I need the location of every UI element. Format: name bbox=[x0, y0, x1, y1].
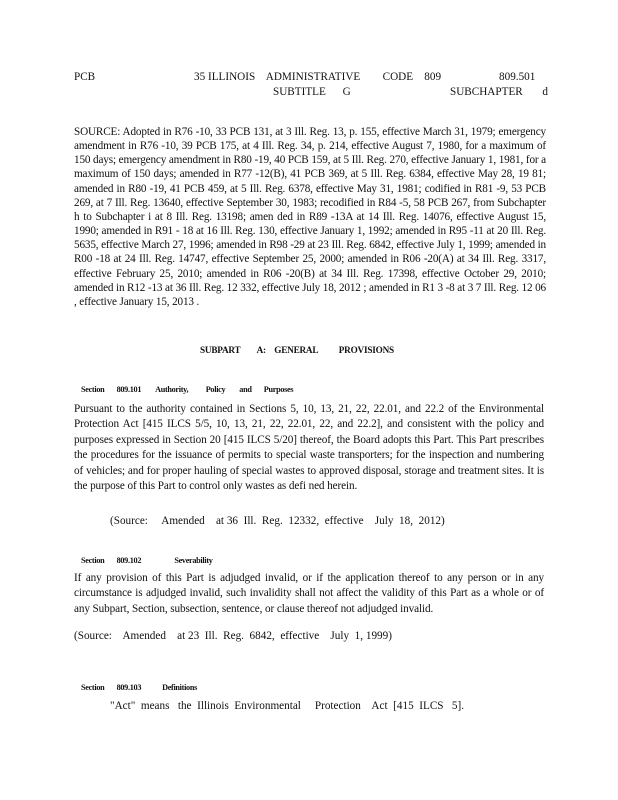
section-809-101-source: (Source: Amended at 36 Ill. Reg. 12332, effective July 18, 2012) bbox=[110, 515, 445, 527]
source-note: SOURCE: Adopted in R76 -10, 33 PCB 131, at 3 Ill. Reg. 13, p. 155, effective March 31, 1979; emergency amendment in R76 -10, 39 PCB 175, at 4 Ill. Reg. 34, p. 214, effective August 7, 1980, for a maximum of 150 days; emergency amendment in R80 -19, 40 PCB 159, at 5 Ill. Reg. 270, effective January 1, 1981, for a maximum of 150 days; amended in R77 -12(B), 41 PCB 369, at 5 Ill. Reg. 6384, effective May 28, 19 81; amended in R80 -19, 41 PCB 459, at 5 Ill. Reg. 6378, effective May 31, 1981; codified in R81 -9, 53 PCB 269, at 7 Ill. Reg. 13640, effective September 30, 1983; recodified in R84 -5, 58 PCB 267, from Subchapter h to Subchapter i at 8 Ill. Reg. 13198; amen ded in R89 -13A at 14 Ill. Reg. 14076, effective August 15, 1990; amended in R91 - 18 at 16 Ill. Reg. 130, effective January 1, 1992; amended in R95 -11 at 20 Ill. Reg. 5635, effective March 27, 1996; amended in R98 -29 at 23 Ill. Reg. 6842, effective July 1, 1999; amended in R00 -18 at 24 Ill. Reg. 14747, effective September 25, 2000; amended in R06 -20(A) at 34 Ill. Reg. 3317, effective February 25, 2010; amended in R06 -20(B) at 34 Ill. Reg. 17398, effective October 29, 2010; amended in R12 -13 at 36 Ill. Reg. 12 332, effective July 18, 2012 ; amended in R1 3 -8 at 3 7 Ill. Reg. 12 06 , effective January 15, 2013 . bbox=[74, 126, 546, 308]
header-left: PCB bbox=[74, 71, 96, 83]
section-number: Section 809.101 bbox=[81, 385, 142, 394]
section-title: Severability bbox=[174, 556, 213, 565]
header-title: 35 ILLINOIS ADMINISTRATIVE CODE 809 bbox=[194, 71, 442, 83]
section-809-102-heading bbox=[74, 547, 213, 574]
section-title: Authority, Policy and Purposes bbox=[155, 385, 294, 394]
section-809-103-heading bbox=[74, 674, 197, 701]
section-number: Section 809.102 bbox=[81, 556, 142, 565]
section-809-102-source: (Source: Amended at 23 Ill. Reg. 6842, effective July 1, 1999) bbox=[74, 630, 392, 642]
header-subtitle: SUBTITLE G bbox=[273, 86, 351, 98]
section-809-102-body: If any provision of this Part is adjudged invalid, or if the application thereof to any person or in any circumstance is adjudged invalid, such invalidity shall not affect the validity of this Part as a whole or of any Subpart, Section, subsection, sentence, or clause thereof not adjudged invalid. bbox=[74, 572, 544, 615]
section-number: Section 809.103 bbox=[81, 683, 142, 692]
header-subchapter: SUBCHAPTER d bbox=[450, 86, 548, 98]
section-title: Definitions bbox=[162, 683, 197, 692]
header-page-number: 809.501 bbox=[499, 71, 536, 83]
subpart-heading: SUBPART A: GENERAL PROVISIONS bbox=[200, 345, 394, 355]
section-809-101-body: Pursuant to the authority contained in Sections 5, 10, 13, 21, 22, 22.01, and 22.2 of the Environmental Protection Act [415 ILCS 5/5, 10, 13, 21, 22, 22.01, 22, and 22.2], and consistent with the policy and purposes expressed in Section 20 [415 ILCS 5/20] thereof, the Board adopts this Part. This Part prescribes the procedures for the issuance of permits to special waste transporters; for the inspection and numbering of vehicles; and for proper hauling of special wastes to approved disposal, storage and treatment sites. It is the purpose of this Part to control only wastes as defi ned herein. bbox=[74, 403, 544, 493]
definition-act: "Act" means the Illinois Environmental Protection Act [415 ILCS 5]. bbox=[110, 700, 465, 712]
section-809-101-heading bbox=[74, 376, 293, 403]
